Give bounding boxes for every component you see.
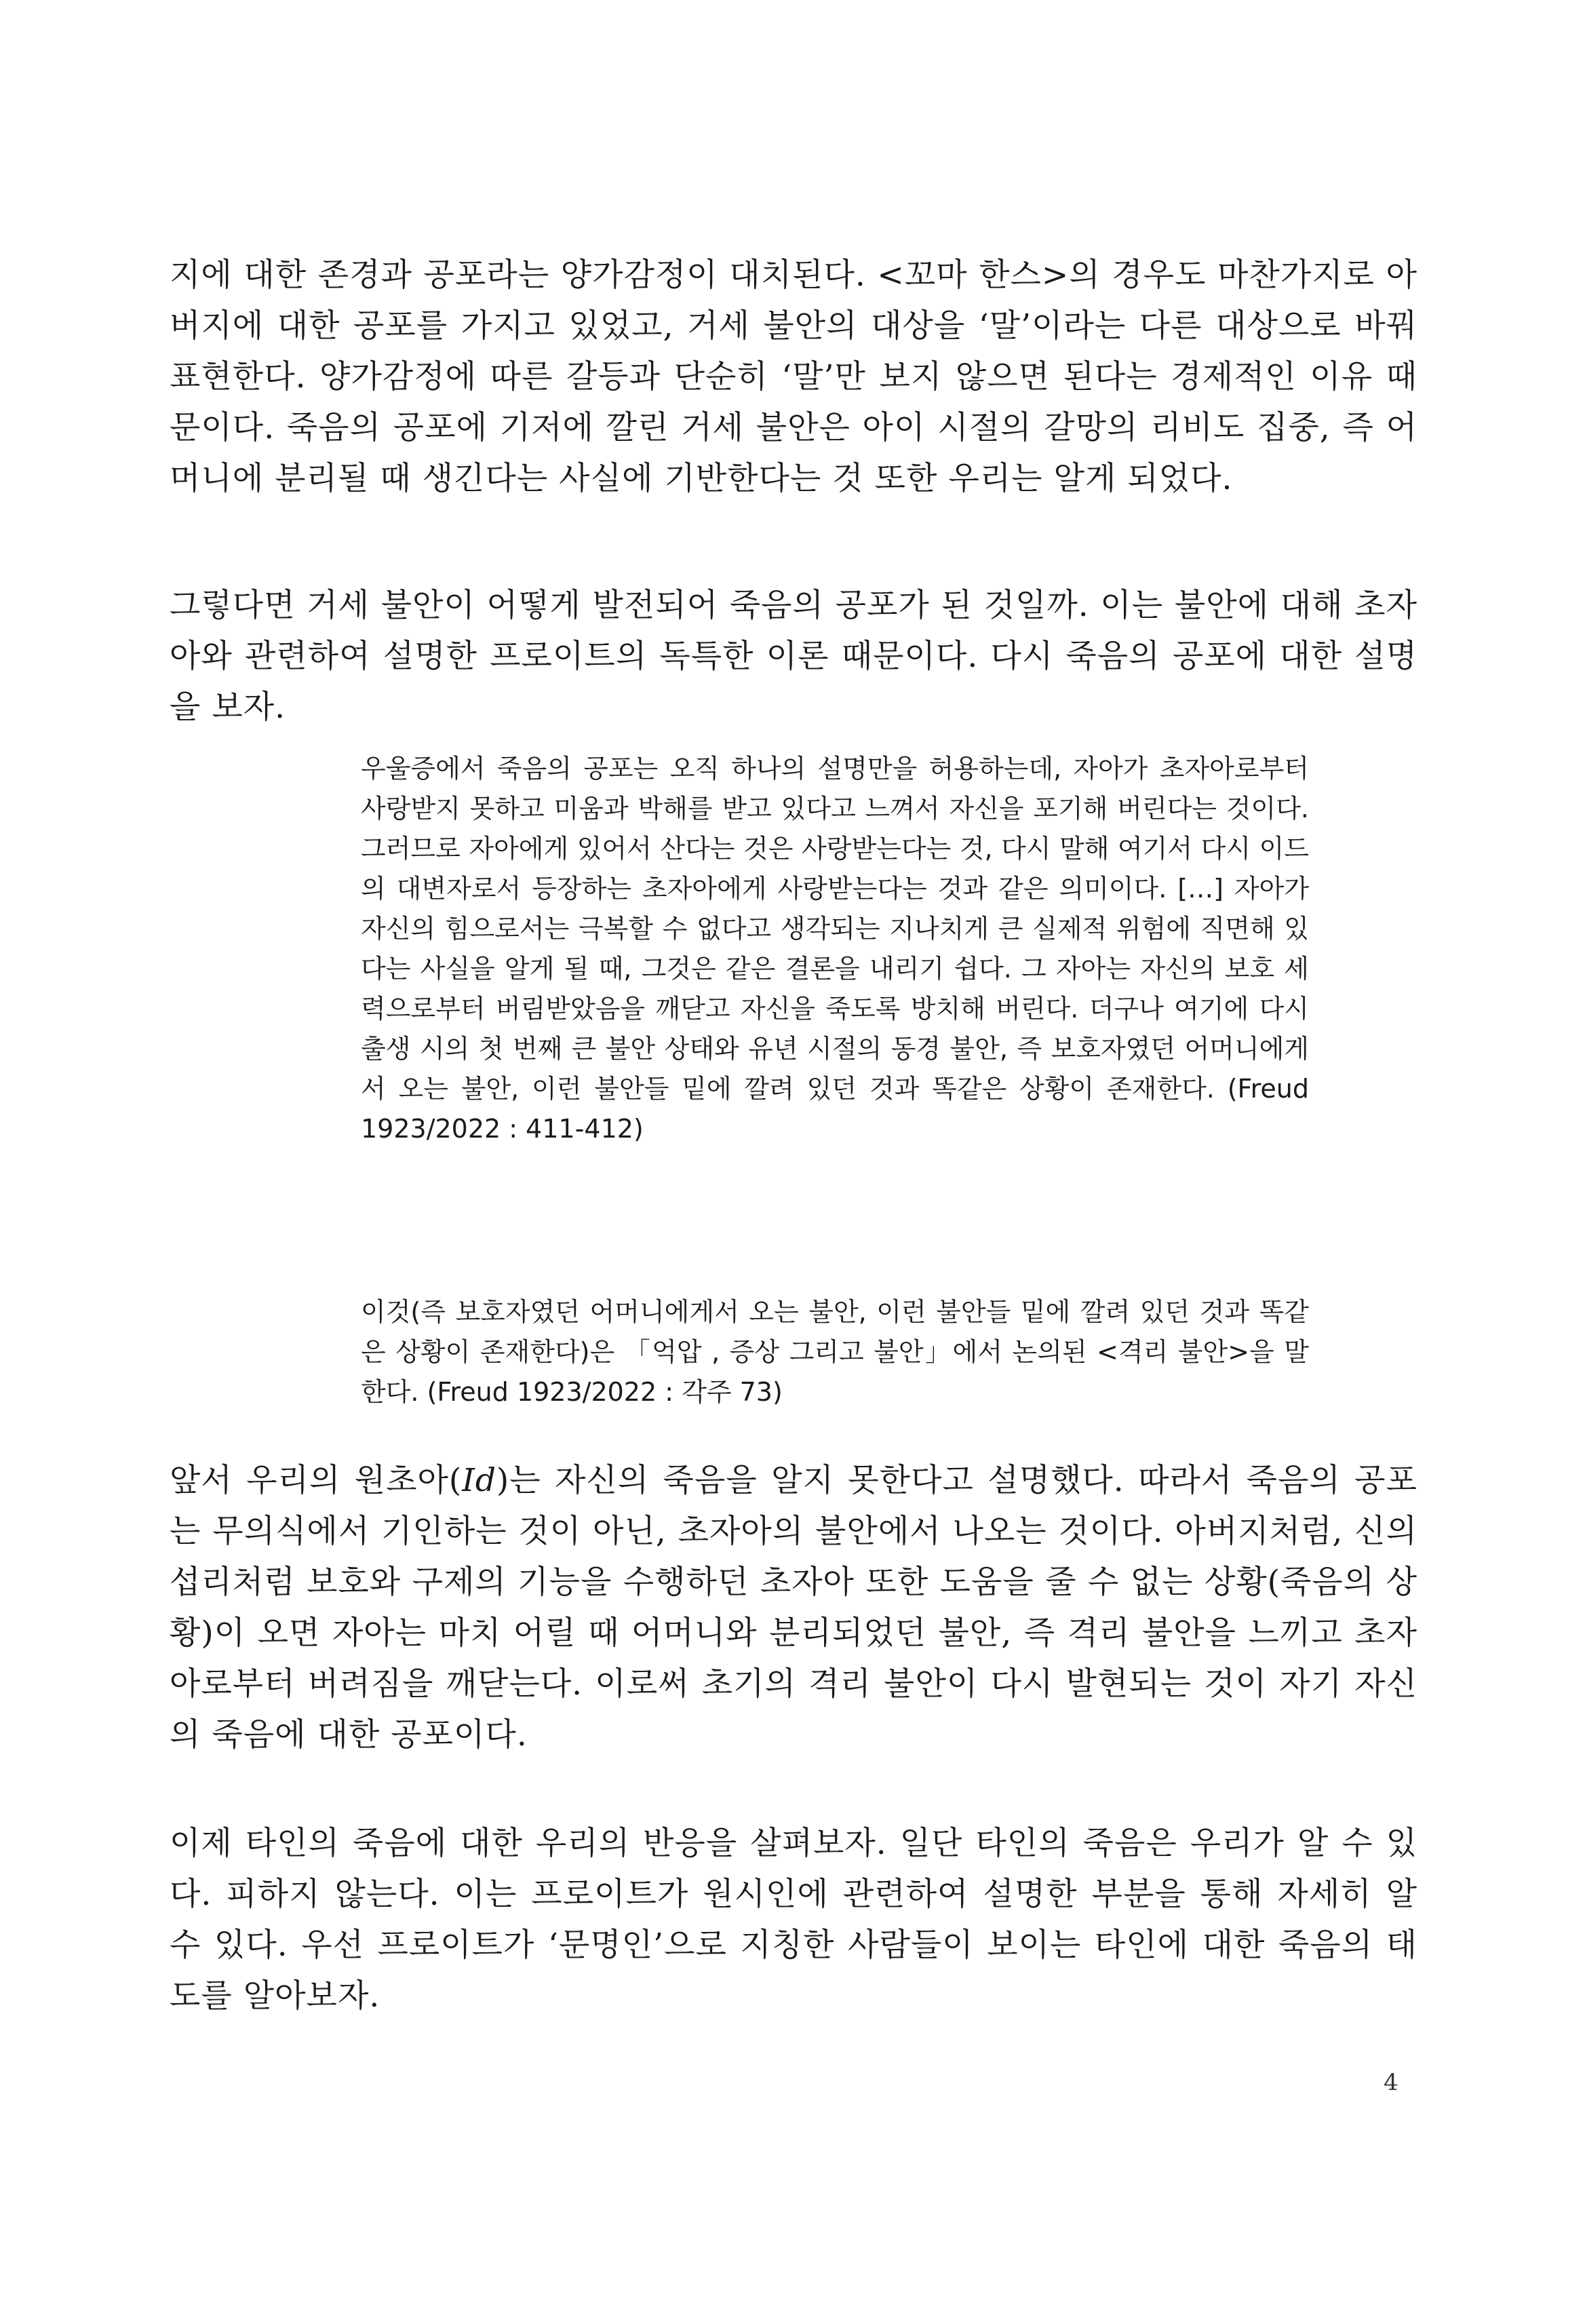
body-paragraph-1	[170, 250, 1417, 504]
block-quote-2	[361, 1292, 1309, 1412]
quote-text: 이것(즉 보호자였던 어머니에게서 오는 불안, 이런 불안들 밑에 깔려 있던 것과 똑같은 상황이 존재한다)은 「억압 , 증상 그리고 불안」에서 논의된 <격리 불안>을 말한다. (Freud 1923/2022 : 각주 73)	[361, 1297, 1309, 1407]
page-number: 4	[1384, 2069, 1398, 2096]
paragraph-text: 지에 대한 존경과 공포라는 양가감정이 대치된다. <꼬마 한스>의 경우도 마찬가지로 아버지에 대한 공포를 가지고 있었고, 거세 불안의 대상을 ‘말’이라는 다른 대상으로 바꿔 표현한다. 양가감정에 따른 갈등과 단순히 ‘말’만 보지 않으면 된다는 경제적인 이유 때문이다. 죽음의 공포에 기저에 깔린 거세 불안은 아이 시절의 갈망의 리비도 집중, 즉 어머니에 분리될 때 생긴다는 사실에 기반한다는 것 또한 우리는 알게 되었다.	[170, 256, 1417, 497]
paragraph-text-start: 앞서 우리의 원초아(	[170, 1462, 463, 1499]
block-quote-1	[361, 749, 1309, 1149]
body-paragraph-3	[170, 1455, 1417, 1760]
paragraph-text-rest: )는 자신의 죽음을 알지 못한다고 설명했다. 따라서 죽음의 공포는 무의식에서 기인하는 것이 아닌, 초자아의 불안에서 나오는 것이다. 아버지처럼, 신의 섭리처럼 보호와 구제의 기능을 수행하던 초자아 또한 도움을 줄 수 없는 상황(죽음의 상황)이 오면 자아는 마치 어릴 때 어머니와 분리되었던 불안, 즉 격리 불안을 느끼고 초자아로부터 버려짐을 깨닫는다. 이로써 초기의 격리 불안이 다시 발현되는 것이 자기 자신의 죽음에 대한 공포이다.	[170, 1462, 1417, 1754]
body-paragraph-2	[170, 580, 1417, 733]
paragraph-text: 그렇다면 거세 불안이 어떻게 발전되어 죽음의 공포가 된 것일까. 이는 불안에 대해 초자아와 관련하여 설명한 프로이트의 독특한 이론 때문이다. 다시 죽음의 공포에 대한 설명을 보자.	[170, 587, 1417, 726]
italic-term: Id	[462, 1462, 496, 1499]
paragraph-text	[170, 1455, 1417, 1760]
quote-text: 우울증에서 죽음의 공포는 오직 하나의 설명만을 허용하는데, 자아가 초자아로부터 사랑받지 못하고 미움과 박해를 받고 있다고 느껴서 자신을 포기해 버린다는 것이다. 그러므로 자아에게 있어서 산다는 것은 사랑받는다는 것, 다시 말해 여기서 다시 이드의 대변자로서 등장하는 초자아에게 사랑받는다는 것과 같은 의미이다. […] 자아가 자신의 힘으로서는 극복할 수 없다고 생각되는 지나치게 큰 실제적 위험에 직면해 있다는 사실을 알게 될 때, 그것은 같은 결론을 내리기 쉽다. 그 자아는 자신의 보호 세력으로부터 버림받았음을 깨닫고 자신을 죽도록 방치해 버린다. 더구나 여기에 다시 출생 시의 첫 번째 큰 불안 상태와 유년 시절의 동경 불안, 즉 보호자였던 어머니에게서 오는 불안, 이런 불안들 밑에 깔려 있던 것과 똑같은 상황이 존재한다. (Freud 1923/2022 : 411-412)	[361, 754, 1309, 1144]
body-paragraph-4	[170, 1818, 1417, 2021]
paragraph-text: 이제 타인의 죽음에 대한 우리의 반응을 살펴보자. 일단 타인의 죽음은 우리가 알 수 있다. 피하지 않는다. 이는 프로이트가 원시인에 관련하여 설명한 부분을 통해 자세히 알 수 있다. 우선 프로이트가 ‘문명인’으로 지칭한 사람들이 보이는 타인에 대한 죽음의 태도를 알아보자.	[170, 1825, 1417, 2015]
